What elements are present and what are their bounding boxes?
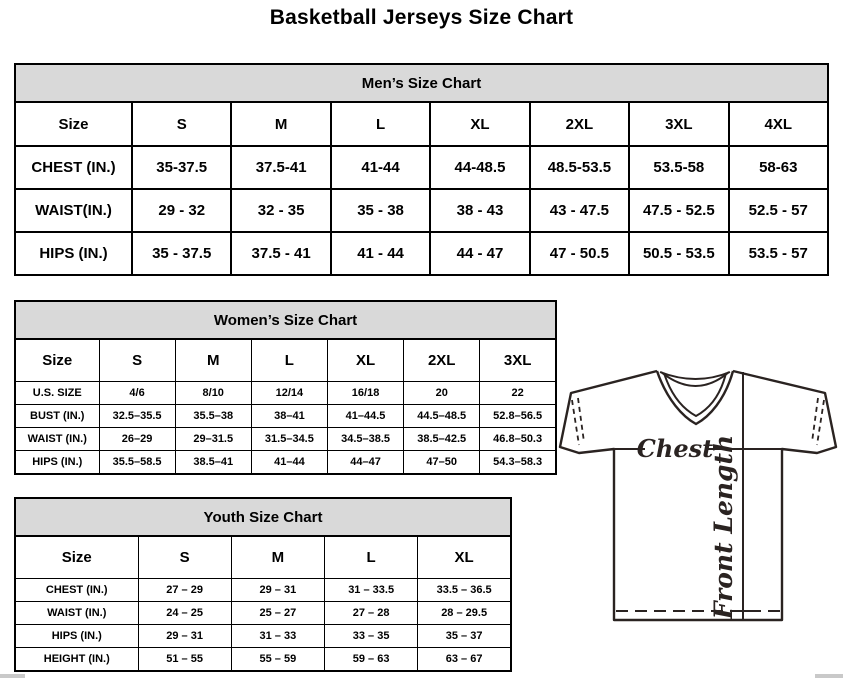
- header-row: [15, 102, 828, 146]
- column-header: S: [132, 102, 231, 146]
- table-cell: 16/18: [327, 382, 403, 405]
- table-cell: 37.5-41: [231, 146, 330, 189]
- table-cell: 35.5–38: [175, 405, 251, 428]
- row-label: WAIST(IN.): [15, 189, 132, 232]
- table-cell: 38–41: [251, 405, 327, 428]
- row-label: HIPS (IN.): [15, 451, 99, 474]
- table-cell: 35 – 37: [418, 625, 511, 648]
- row-label: BUST (IN.): [15, 405, 99, 428]
- table-cell: 26–29: [99, 428, 175, 451]
- header-row: [15, 339, 556, 382]
- table-cell: 41–44: [251, 451, 327, 474]
- table-cell: 32 - 35: [231, 189, 330, 232]
- column-header: M: [231, 102, 330, 146]
- table-cell: 41-44: [331, 146, 430, 189]
- table-caption-row: [15, 301, 556, 339]
- table-cell: 52.5 - 57: [729, 189, 828, 232]
- table-cell: 58-63: [729, 146, 828, 189]
- table-cell: 47.5 - 52.5: [629, 189, 728, 232]
- column-header: Size: [15, 339, 99, 382]
- table-cell: 63 – 67: [418, 648, 511, 671]
- table-row: [15, 405, 556, 428]
- table-cell: 51 – 55: [138, 648, 231, 671]
- table-cell: 20: [404, 382, 480, 405]
- left-cuff-dashes: [572, 398, 584, 445]
- table-cell: 46.8–50.3: [480, 428, 556, 451]
- column-header: M: [175, 339, 251, 382]
- table-cell: 38 - 43: [430, 189, 529, 232]
- table-cell: 44–47: [327, 451, 403, 474]
- table-cell: 35 - 38: [331, 189, 430, 232]
- chest-label: Chest: [636, 434, 714, 463]
- column-header: S: [138, 536, 231, 579]
- table-row: [15, 382, 556, 405]
- table-cell: 44.5–48.5: [404, 405, 480, 428]
- table-row: [15, 625, 511, 648]
- table-cell: 52.8–56.5: [480, 405, 556, 428]
- table-cell: 44 - 47: [430, 232, 529, 275]
- row-label: WAIST (IN.): [15, 428, 99, 451]
- table-cell: 53.5-58: [629, 146, 728, 189]
- table-cell: 34.5–38.5: [327, 428, 403, 451]
- table-row: [15, 579, 511, 602]
- table-cell: 35-37.5: [132, 146, 231, 189]
- table-row: [15, 232, 828, 275]
- table-cell: 38.5–41: [175, 451, 251, 474]
- table-cell: 50.5 - 53.5: [629, 232, 728, 275]
- table-cell: 4/6: [99, 382, 175, 405]
- row-label: WAIST (IN.): [15, 602, 138, 625]
- column-header: Size: [15, 102, 132, 146]
- table-row: [15, 451, 556, 474]
- table-cell: 31.5–34.5: [251, 428, 327, 451]
- jersey-measurement-diagram: [553, 360, 843, 630]
- table-cell: 53.5 - 57: [729, 232, 828, 275]
- table-cell: 55 – 59: [231, 648, 324, 671]
- table-cell: 29 – 31: [138, 625, 231, 648]
- table-caption: Youth Size Chart: [15, 498, 511, 536]
- table-cell: 22: [480, 382, 556, 405]
- table-cell: 59 – 63: [325, 648, 418, 671]
- column-header: XL: [418, 536, 511, 579]
- table-caption: Women’s Size Chart: [15, 301, 556, 339]
- table-cell: 47 - 50.5: [530, 232, 629, 275]
- front-length-label: Front Length: [709, 434, 738, 620]
- right-cuff-dashes: [812, 398, 824, 445]
- horizontal-scrollbar-fragment[interactable]: [0, 674, 25, 678]
- table-row: [15, 602, 511, 625]
- column-header: 2XL: [530, 102, 629, 146]
- table-cell: 35.5–58.5: [99, 451, 175, 474]
- table-cell: 31 – 33.5: [325, 579, 418, 602]
- table-row: [15, 648, 511, 671]
- table-cell: 41 - 44: [331, 232, 430, 275]
- table-cell: 25 – 27: [231, 602, 324, 625]
- table-cell: 35 - 37.5: [132, 232, 231, 275]
- mens-size-table: [14, 63, 829, 276]
- column-header: S: [99, 339, 175, 382]
- table-cell: 33.5 – 36.5: [418, 579, 511, 602]
- table-cell: 24 – 25: [138, 602, 231, 625]
- row-label: CHEST (IN.): [15, 146, 132, 189]
- table-cell: 37.5 - 41: [231, 232, 330, 275]
- page-title: Basketball Jerseys Size Chart: [269, 6, 574, 29]
- table-caption-row: [15, 498, 511, 536]
- table-cell: 31 – 33: [231, 625, 324, 648]
- table-cell: 27 – 28: [325, 602, 418, 625]
- table-cell: 29–31.5: [175, 428, 251, 451]
- header-row: [15, 536, 511, 579]
- table-cell: 38.5–42.5: [404, 428, 480, 451]
- youth-size-table: [14, 497, 512, 672]
- table-cell: 32.5–35.5: [99, 405, 175, 428]
- table-caption: Men’s Size Chart: [15, 64, 828, 102]
- column-header: M: [231, 536, 324, 579]
- table-row: [15, 146, 828, 189]
- row-label: U.S. SIZE: [15, 382, 99, 405]
- table-cell: 33 – 35: [325, 625, 418, 648]
- table-row: [15, 189, 828, 232]
- womens-size-table: [14, 300, 557, 475]
- row-label: HEIGHT (IN.): [15, 648, 138, 671]
- table-cell: 47–50: [404, 451, 480, 474]
- horizontal-scrollbar-fragment[interactable]: [815, 674, 843, 678]
- table-cell: 41–44.5: [327, 405, 403, 428]
- column-header: L: [251, 339, 327, 382]
- column-header: L: [331, 102, 430, 146]
- row-label: CHEST (IN.): [15, 579, 138, 602]
- column-header: XL: [430, 102, 529, 146]
- column-header: XL: [327, 339, 403, 382]
- row-label: HIPS (IN.): [15, 232, 132, 275]
- table-cell: 54.3–58.3: [480, 451, 556, 474]
- table-cell: 29 - 32: [132, 189, 231, 232]
- table-cell: 27 – 29: [138, 579, 231, 602]
- table-caption-row: [15, 64, 828, 102]
- column-header: 3XL: [480, 339, 556, 382]
- table-cell: 29 – 31: [231, 579, 324, 602]
- column-header: L: [325, 536, 418, 579]
- table-cell: 8/10: [175, 382, 251, 405]
- table-cell: 44-48.5: [430, 146, 529, 189]
- table-cell: 43 - 47.5: [530, 189, 629, 232]
- table-cell: 48.5-53.5: [530, 146, 629, 189]
- table-cell: 28 – 29.5: [418, 602, 511, 625]
- table-cell: 12/14: [251, 382, 327, 405]
- jersey-outline-icon: [560, 371, 836, 620]
- table-row: [15, 428, 556, 451]
- column-header: 2XL: [404, 339, 480, 382]
- column-header: Size: [15, 536, 138, 579]
- row-label: HIPS (IN.): [15, 625, 138, 648]
- column-header: 3XL: [629, 102, 728, 146]
- column-header: 4XL: [729, 102, 828, 146]
